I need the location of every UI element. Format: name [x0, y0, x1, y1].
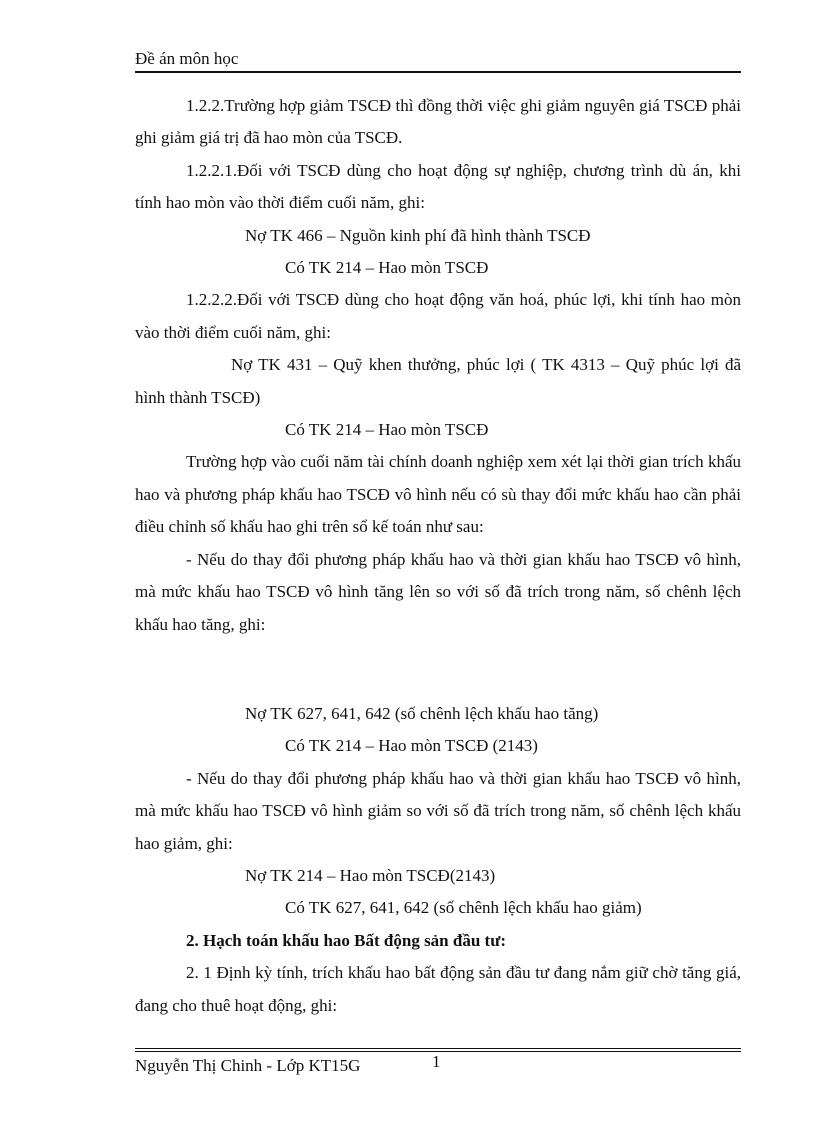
credit-entry: Có TK 214 – Hao mòn TSCĐ: [285, 420, 489, 440]
paragraph: 2. 1 Định kỳ tính, trích khấu hao bất động sản đầu tư đang nắm giữ chờ tăng giá, đang cho thuê hoạt động, ghi:: [135, 963, 741, 1015]
credit-entry: Có TK 214 – Hao mòn TSCĐ: [285, 258, 489, 278]
debit-entry: Nợ TK 466 – Nguồn kinh phí đã hình thành TSCĐ: [245, 225, 591, 245]
credit-entry: Có TK 214 – Hao mòn TSCĐ (2143): [285, 736, 538, 756]
debit-entry: Nợ TK 627, 641, 642 (số chênh lệch khấu hao tăng): [245, 703, 599, 723]
paragraph: 1.2.2.Trường hợp giảm TSCĐ thì đồng thời việc ghi giảm nguyên giá TSCĐ phải ghi giảm giá trị đã hao mòn của TSCĐ.: [135, 96, 741, 148]
header-title: Đề án môn học: [135, 49, 239, 68]
paragraph: 1.2.2.2.Đối với TSCĐ dùng cho hoạt động văn hoá, phúc lợi, khi tính hao mòn vào thời điểm cuối năm, ghi:: [135, 290, 741, 342]
entry-paragraph: Nợ TK 431 – Quỹ khen thưởng, phúc lợi ( TK 4313 – Quỹ phúc lợi đã hình thành TSCĐ): [135, 355, 741, 407]
credit-entry: Có TK 627, 641, 642 (số chênh lệch khấu hao giảm): [285, 898, 642, 918]
document-body: [135, 90, 741, 1022]
paragraph: Trường hợp vào cuối năm tài chính doanh nghiệp xem xét lại thời gian trích khấu hao và phương pháp khấu hao TSCĐ vô hình nếu có sù thay đổi mức khấu hao cần phải điều chỉnh số khấu hao ghi trên sổ kế toán như sau:: [135, 452, 741, 537]
paragraph: - Nếu do thay đổi phương pháp khấu hao và thời gian khấu hao TSCĐ vô hình, mà mức khấu hao TSCĐ vô hình giảm so với số đã trích trong năm, số chênh lệch khấu hao giảm, ghi:: [135, 768, 741, 853]
page-header: [135, 48, 741, 73]
debit-entry: Nợ TK 214 – Hao mòn TSCĐ(2143): [245, 865, 496, 885]
paragraph: 1.2.2.1.Đối với TSCĐ dùng cho hoạt động sự nghiệp, chương trình dù án, khi tính hao mòn vào thời điểm cuối năm, ghi:: [135, 160, 741, 213]
spacer: [135, 658, 741, 681]
section-heading: 2. Hạch toán khấu hao Bất động sản đầu tư:: [186, 930, 507, 950]
paragraph: - Nếu do thay đổi phương pháp khấu hao và thời gian khấu hao TSCĐ vô hình, mà mức khấu hao TSCĐ vô hình tăng lên so với số đã trích trong năm, số chênh lệch khấu hao tăng, ghi:: [135, 549, 741, 634]
page-number: 1: [432, 1052, 441, 1071]
footer-author: Nguyễn Thị Chinh - Lớp KT15G: [135, 1056, 361, 1075]
